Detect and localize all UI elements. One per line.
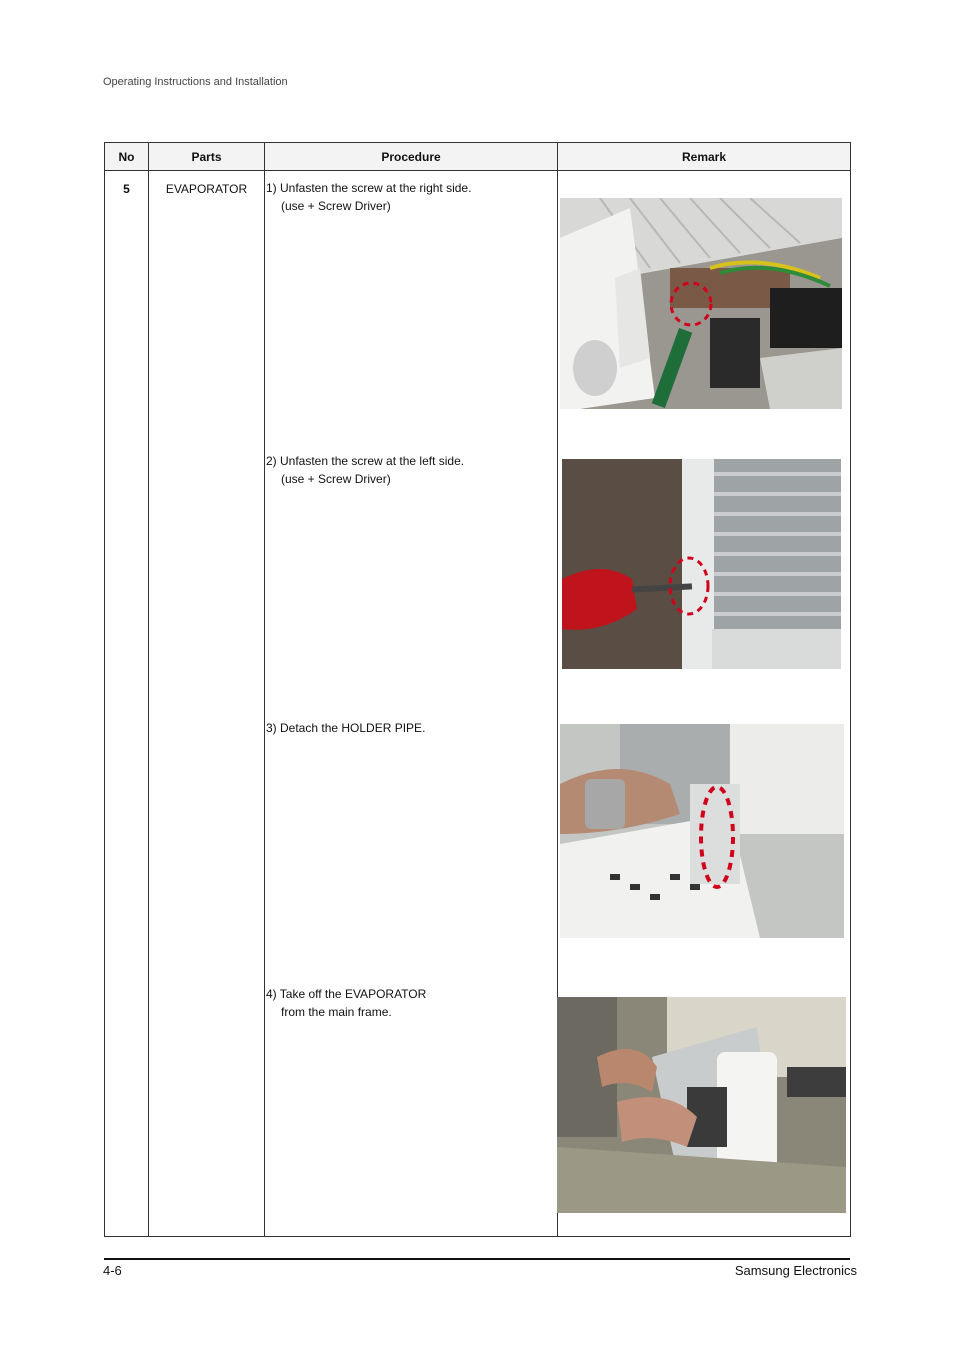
step-2-text: 2) Unfasten the screw at the left side.: [266, 454, 465, 468]
cell-parts: [149, 171, 265, 1237]
procedure-step-1: [266, 179, 471, 215]
cell-no: [105, 171, 149, 1237]
step-1-note: (use + Screw Driver): [281, 199, 391, 213]
step-4-note: from the main frame.: [281, 1005, 392, 1019]
step-4-text: 4) Take off the EVAPORATOR: [266, 987, 427, 1001]
company-name: Samsung Electronics: [734, 1263, 857, 1278]
page-number: 4-6: [103, 1263, 122, 1278]
photo-left-side-screw: [562, 459, 841, 669]
procedure-step-3: [266, 719, 425, 737]
column-header-parts: Parts: [149, 143, 265, 171]
footer-rule: [104, 1258, 850, 1260]
step-3-text: 3) Detach the HOLDER PIPE.: [266, 721, 426, 735]
step-2-note: (use + Screw Driver): [281, 472, 391, 486]
column-header-no: No: [105, 143, 149, 171]
step-1-text: 1) Unfasten the screw at the right side.: [266, 181, 472, 195]
photo-right-side-screw: [560, 198, 842, 409]
part-name: EVAPORATOR: [165, 182, 248, 196]
procedure-step-4: [266, 985, 426, 1021]
table-header-row: [105, 143, 851, 171]
column-header-remark: Remark: [558, 143, 851, 171]
photo-holder-pipe: [560, 724, 844, 938]
column-header-procedure: Procedure: [265, 143, 558, 171]
procedure-step-2: [266, 452, 464, 488]
page-header: Operating Instructions and Installation: [103, 76, 288, 88]
photo-remove-evaporator: [557, 997, 846, 1213]
row-number: 5: [123, 182, 130, 196]
cell-procedure: [265, 171, 558, 1237]
